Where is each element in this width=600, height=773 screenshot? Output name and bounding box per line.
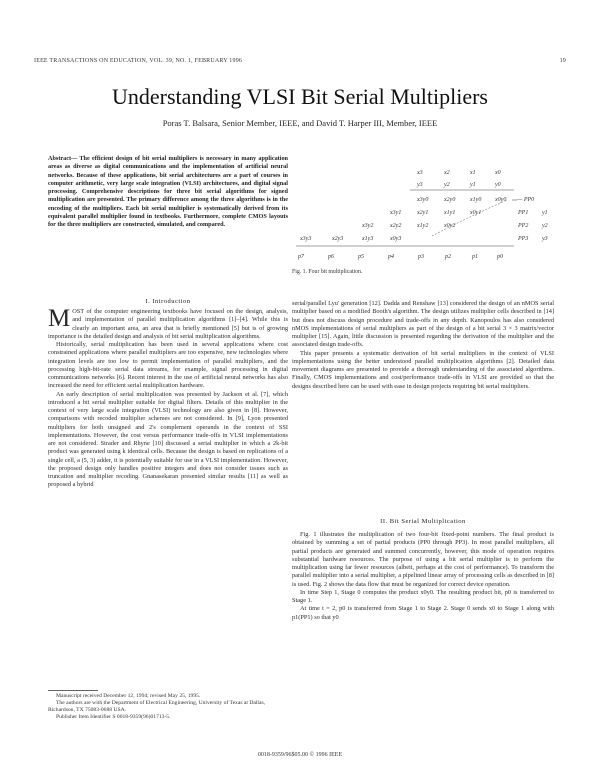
fig-pp3-1: x1y3 [362, 236, 374, 242]
fig-pp0-0: x0y0 [495, 197, 507, 203]
fig-x1: x1 [470, 170, 476, 176]
fig-p3: p3 [418, 254, 424, 260]
intro-paragraph-2: Historically, serial multiplication has been used in several applications where cost constrained applications where parallel multipliers are too expensive, new technologies where integration levels are too low to permit implementation of parallel multipliers, and the processing high-bit-rate serial data streams, for example, signal processing in digital communications networks [6]. Recent interest in the use of artificial neural networks has also increased the need for efficient serial multiplication hardware. [48, 341, 288, 390]
fig-pp1-3: x3y1 [390, 210, 402, 216]
drop-cap: M [48, 305, 71, 332]
fig-pp2-label: PP2 [518, 223, 529, 229]
fig-pp3-label: PP3 [518, 236, 529, 242]
fig-y1-label: y1 [542, 210, 548, 216]
fig-pp1-2: x2y1 [417, 210, 429, 216]
fig-pp0-3: x3y0 [417, 197, 429, 203]
fig-pp1-0: x0y1 [470, 210, 482, 216]
right-column-bottom [292, 531, 554, 622]
figure-1-diagram [292, 160, 554, 266]
footnote-affiliation: The authors are with the Department of Electrical Engineering, University of Texas at Dallas, Richardson, TX 75083-0688 USA. [48, 700, 266, 713]
fig-pp2-3: x3y2 [362, 223, 374, 229]
page-number: 19 [559, 58, 566, 64]
section-2-heading: II. Bit Serial Multiplication [380, 518, 466, 525]
fig-pp2-1: x1y2 [417, 223, 429, 229]
right-column-top [292, 300, 554, 391]
running-header [34, 58, 566, 64]
right-paragraph-3: Fig. 1 illustrates the multiplication of two four-bit fixed-point numbers. The final product is obtained by summing a set of partial products (PP0 through PP3). In most parallel multipliers, all partial products are generated and summed concurrently, however, this mode of operation requires substantial hardware resources. The purpose of using a bit serial multiplier is to perform the multiplication using far fewer resources (albeit, perhaps at the cost of performance). To transform the parallel multiplier into a serial multiplier, a pipelined linear array of processing cells as described in [8] is used. Fig. 2 shows the data flow that must be organized for correct device operation. [292, 531, 554, 588]
fig-y2-label: y2 [542, 223, 548, 229]
right-paragraph-2: This paper presents a systematic derivation of bit serial multipliers in the context of VLSI implementations using the better understood parallel multiplication algorithms [2]. Detailed data movement diagrams are presented to provide a thorough understanding of the associated algorithms. Finally, CMOS implementations and cost/performance trade-offs in VLSI are provided so that the designs described here can be used with ease in design projects requiring bit serial multipliers. [292, 349, 554, 390]
fig-p6: p6 [328, 254, 334, 260]
journal-header: IEEE TRANSACTIONS ON EDUCATION, VOL. 39, NO. 1, FEBRUARY 1996 [34, 58, 243, 64]
fig-p0: p0 [497, 254, 503, 260]
intro-paragraph-3: An early description of serial multiplication was presented by Jackson et al. [7], which introduced a bit serial multiplier suitable for digital filters. Details of this multiplier in the context of very large scale integration (VLSI) technology are also given in [8]. However, comparisons with recoded multiplier schemes are not considered. In [9], Lyon presented multipliers for both unsigned and 2's complement operands in the context of SSI implementations. However, the cost versus performance trade-offs in VLSI implementations are not considered. Strader and Rhyne [10] discussed a serial multiplier in which a 2k-bit product was generated using k identical cells. Because the design is based on replications of a single cell, a (5, 3) adder, it is potentially suitable for use in a VLSI implementation. However, the proposed design only handles positive integers and does not consider issues such as truncation and multiplier recoding. Gnanasekaran presented similar results [11] as well as proposed a hybrid [48, 390, 288, 489]
right-paragraph-5: At time t = 2, p0 is transferred from Stage 1 to Stage 2. Stage 0 sends x0 to Stage 1 along with p1(PP1) so that y0 [292, 605, 554, 621]
fig-p4: p4 [388, 254, 394, 260]
footnote-rule [48, 690, 98, 691]
fig-pp0-1: x1y0 [470, 197, 482, 203]
abstract: Abstract— The efficient design of bit serial multipliers is necessary in many application areas as diverse as digital communications and the implementation of artificial neural networks. Because of these applications, bit serial architectures are a part of courses in computer arithmetic, very large scale integration (VLSI) architectures, and digital signal processing. Comprehensive descriptions for three bit serial algorithms for signed multiplication are presented. The primary difference among the three algorithms is in the encoding of the multipliers. Each bit serial multiplier is systematically derived from its equivalent parallel multiplier found in textbooks. Furthermore, complete CMOS layouts for the three multipliers are constructed, simulated, and compared. [48, 155, 288, 228]
fig-pp2-2: x2y2 [390, 223, 402, 229]
footnotes [48, 693, 288, 721]
fig-y3: y3 [417, 182, 423, 188]
fig-x3: x3 [417, 170, 423, 176]
fig-p2: p2 [445, 254, 451, 260]
fig-pp1-label: PP1 [518, 210, 529, 216]
author-line: Poras T. Balsara, Senior Member, IEEE, and David T. Harper III, Member, IEEE [162, 118, 438, 128]
fig-pp3-2: x2y3 [332, 236, 344, 242]
fig-pp3-0: x0y3 [390, 236, 402, 242]
fig-pp2-0: x0y2 [444, 223, 456, 229]
fig-y0: y0 [495, 182, 501, 188]
intro-p1-text: OST of the computer engineering textbooks have focused on the design, analysis, and implementation of parallel multiplication algorithms [1]–[4]. While this is clearly an important area, an area that is briefly mentioned [5] but is of growing importance is the detailed design and analysis of bit serial multiplication algorithms. [48, 308, 288, 340]
fig-y1: y1 [470, 182, 476, 188]
fig-pp0-2: x2y0 [444, 197, 456, 203]
fig-pp3-3: x3y3 [300, 236, 312, 242]
section-1-heading: I. Introduction [145, 298, 191, 305]
fig-pp1-1: x1y1 [444, 210, 456, 216]
fig-y2: y2 [444, 182, 450, 188]
figure-1-caption: Fig. 1. Four bit multiplication. [292, 269, 363, 275]
footnote-publisher: Publisher Item Identifier S 0018-9359(96)01713-5. [56, 714, 171, 720]
fig-x2: x2 [444, 170, 450, 176]
intro-paragraph-1 [48, 305, 288, 341]
fig-pp0-label: — PP0 [517, 197, 535, 203]
right-paragraph-1: serial/parallel Lyu' generation [12]. Dadda and Renshaw [13] considered the design of an nMOS serial multiplier based on a modified Booth's algorithm. The design utilizes multiplier cells described in [14] but does not discuss design procedure and trade-offs in any depth. Kanopoulos has also considered nMOS implementations of serial multipliers as part of the design of a bit serial 3 × 3 matrix/vector multiplier [15]. Again, little discussion is presented regarding the derivation of the multiplier and the associated design trade-offs. [292, 300, 554, 349]
fig-p1: p1 [472, 254, 478, 260]
fig-y3-label: y3 [542, 236, 548, 242]
left-column [48, 305, 288, 490]
copyright-line: 0018-9359/96$05.00 © 1996 IEEE [257, 752, 343, 758]
fig-x0: x0 [495, 170, 501, 176]
footnote-received: Manuscript received December 12, 1994; revised May 25, 1995. [56, 693, 201, 699]
fig-p5: p5 [358, 254, 364, 260]
fig-curve [432, 200, 507, 236]
paper-title: Understanding VLSI Bit Serial Multipliers [111, 84, 488, 109]
fig-p7: p7 [298, 254, 304, 260]
right-paragraph-4: In time Step 1, Stage 0 computes the product x0y0. The resulting product bit, p0 is transferred to Stage 1. [292, 588, 554, 604]
